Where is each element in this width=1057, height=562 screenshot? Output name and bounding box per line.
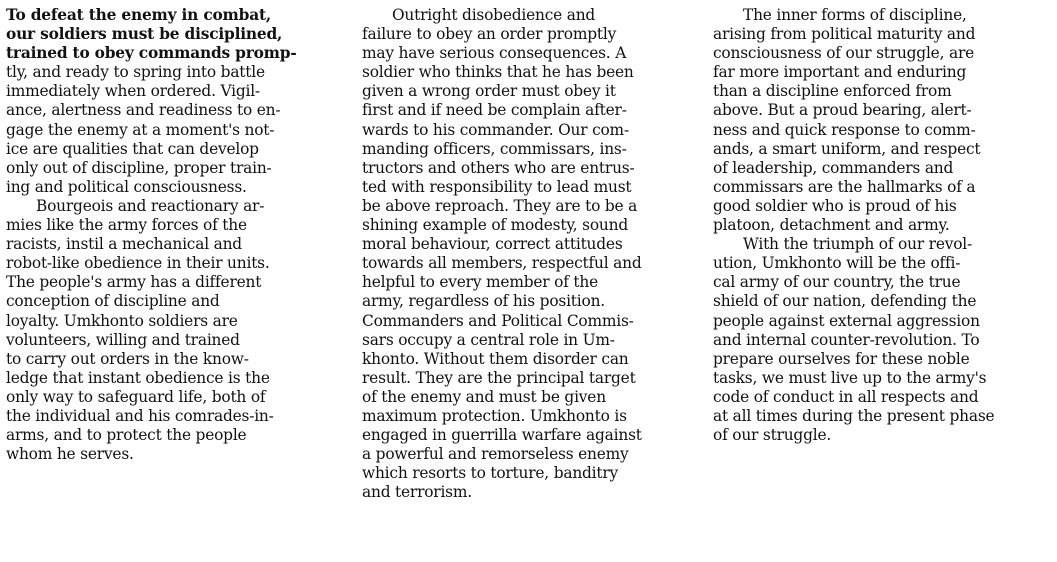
text-column-3 [713,6,1043,445]
paragraph-inner-discipline: The inner forms of discipline, arising from political maturity and consciousness of our struggle, are far more important and enduring than a discipline enforced from above. But a proud bearing, alert- ness and quick response to comm- ands, a smart uniform, and respect of leadership, commanders and commissars are the hallmarks of a good soldier who is proud of his platoon, detachment and army. [713,6,981,235]
paragraph-triumph-revolution: With the triumph of our revol- ution, Umkhonto will be the offi- cal army of our country, the true shield of our nation, defending the people against external aggression and internal counter-revolution. To prepare ourselves for these noble tasks, we must live up to the army's code of conduct in all respects and at all times during the present phase of our struggle. [713,235,995,445]
text-column-1 [6,6,356,464]
paragraph-bourgeois-armies: Bourgeois and reactionary ar- mies like the army forces of the racists, instil a mechanical and robot-like obedience in their units. The people's army has a different conception of discipline and loyalty. Umkhonto soldiers are volunteers, willing and trained to carry out orders in the know- ledge that instant obedience is the only way to safeguard life, both of the individual and his comrades-in- arms, and to protect the people whom he serves. [6,196,274,464]
paragraph-text: tly, and ready to spring into battle immediately when ordered. Vigil- ance, alertness and readiness to en- gage the enemy at a moment's not- ice are qualities that can develop only out of discipline, proper train- ing and political consciousness. [6,63,281,196]
text-column-2 [362,6,692,502]
paragraph-disobedience: Outright disobedience and failure to obey an order promptly may have serious consequences. A soldier who thinks that he has been given a wrong order must obey it first and if need be complain after- wards to his commander. Our com- manding officers, commissars, ins- tructors and others who are entrus- ted with responsibility to lead must be above reproach. They are to be a shining example of modesty, sound moral behaviour, correct attitudes towards all members, respectful and helpful to every member of the army, regardless of his position. Commanders and Political Commis- sars occupy a central role in Um- khonto. Without them disorder can result. They are the principal target of the enemy and must be given maximum protection. Umkhonto is engaged in guerrilla warfare against a powerful and remorseless enemy which resorts to torture, banditry and terrorism. [362,6,642,502]
lead-bold-text: To defeat the enemy in combat, our soldiers must be disciplined, trained to obey commands promp- [6,6,297,63]
paragraph-discipline-intro [6,6,356,197]
